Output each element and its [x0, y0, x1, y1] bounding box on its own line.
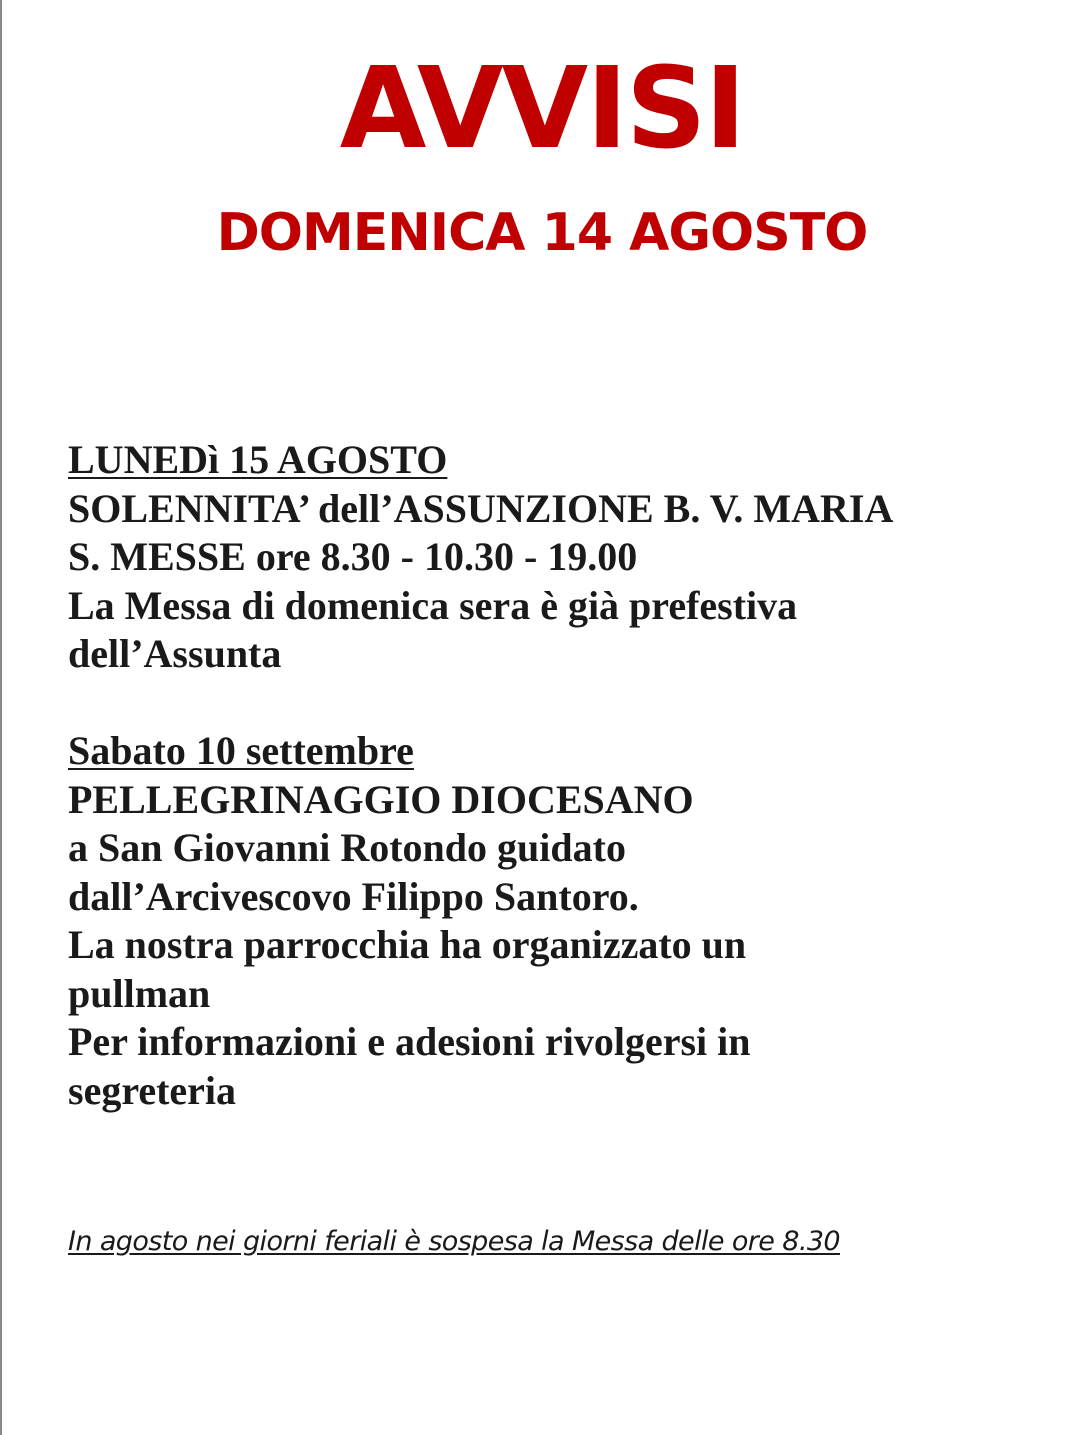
page-subtitle-date: DOMENICA 14 AGOSTO	[216, 203, 868, 263]
notice-assumption	[68, 436, 893, 679]
footnote: In agosto nei giorni feriali è sospesa la Messa delle ore 8.30	[68, 1226, 840, 1257]
notice-line: SOLENNITA’ dell’ASSUNZIONE B. V. MARIA	[68, 485, 894, 531]
notice-line: dall’Arcivescovo Filippo Santoro.	[68, 873, 639, 919]
page-title: AVVISI	[339, 44, 745, 174]
notice-line: pullman	[68, 970, 211, 1016]
notice-line: La Messa di domenica sera è già prefestiva	[68, 582, 798, 628]
notice-line: PELLEGRINAGGIO DIOCESANO	[68, 776, 694, 822]
notice-line: a San Giovanni Rotondo guidato	[68, 825, 626, 870]
notice-line: segreteria	[68, 1067, 237, 1113]
notice-pilgrimage	[68, 727, 751, 1115]
notice-heading-date: Sabato 10 settembre	[68, 728, 414, 773]
notice-line: Per informazioni e adesioni rivolgersi in	[68, 1019, 751, 1064]
notice-line: S. MESSE ore 8.30 - 10.30 - 19.00	[68, 534, 638, 579]
notice-line: dell’Assunta	[68, 631, 282, 676]
notice-heading-date: LUNEDì 15 AGOSTO	[68, 437, 448, 482]
notice-line: La nostra parrocchia ha organizzato un	[68, 922, 747, 967]
